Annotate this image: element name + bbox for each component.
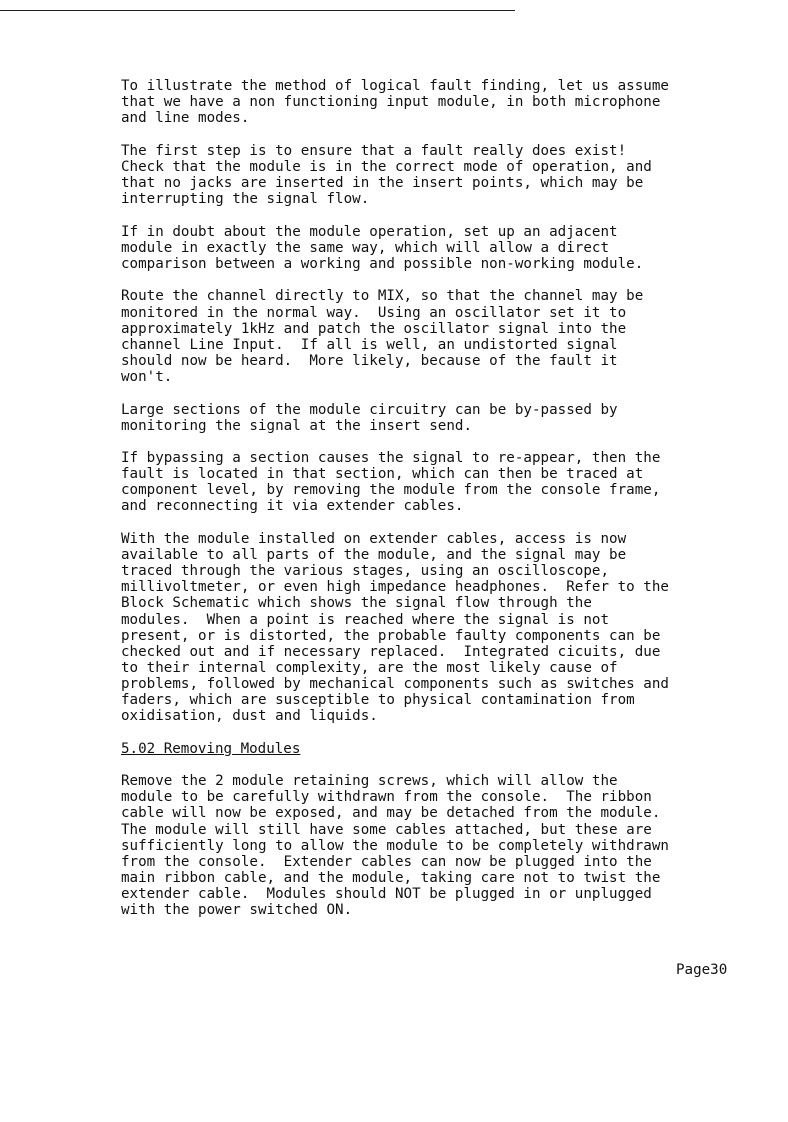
paragraph-route: Route the channel directly to MIX, so that the channel may be monitored in the normal way. Using an oscillator set it to approximately 1kHz and patch the oscillator signal into the channel Line Input. If all is well, an undistorted signal should now be heard. More likely, because of the fault it won't. (121, 288, 644, 385)
paragraph-large-sections: Large sections of the module circuitry can be by-passed by monitoring the signal at the insert send. (121, 401, 618, 434)
paragraph-doubt: If in doubt about the module operation, set up an adjacent module in exactly the same way, which will allow a direct comparison between a working and possible non-working module. (121, 223, 644, 272)
paragraph-extender: With the module installed on extender cables, access is now available to all parts of the module, and the signal may be traced through the various stages, using an oscilloscope, millivoltmeter, or even high impedance headphones. Refer to the Block Schematic which shows the signal flow through the modules. When a point is reached where the signal is not present, or is distorted, the probable faulty components can be checked out and if necessary replaced. Integrated cicuits, due to their internal complexity, are the most likely cause of problems, followed by mechanical components such as switches and faders, which are susceptible to physical contamination from oxidisation, dust and liquids. (121, 531, 669, 725)
paragraph-removing: Remove the 2 module retaining screws, which will allow the module to be carefully withdrawn from the console. The ribbon cable will now be exposed, and may be detached from the module. The module will still have some cables attached, but these are sufficiently long to allow the module to be completely withdrawn from the console. Extender cables can now be plugged into the main ribbon cable, and the module, taking care not to twist the extender cable. Modules should NOT be plugged in or unplugged with the power switched ON. (121, 773, 669, 919)
top-rule (0, 10, 515, 11)
paragraph-first-step: The first step is to ensure that a fault really does exist! Check that the module is in the correct mode of operation, and that no jacks are inserted in the insert points, which may be interrupting the signal flow. (121, 142, 652, 208)
section-heading: 5.02 Removing Modules (121, 740, 301, 757)
page-number: Page30 (676, 962, 728, 978)
paragraph-intro: To illustrate the method of logical fault finding, let us assume that we have a non functioning input module, in both microphone and line modes. (121, 78, 669, 127)
paragraph-bypassing: If bypassing a section causes the signal to re-appear, then the fault is located in that section, which can then be traced at component level, by removing the module from the console frame, and reconnecting it via extender cables. (121, 450, 661, 515)
document-body (121, 78, 761, 935)
